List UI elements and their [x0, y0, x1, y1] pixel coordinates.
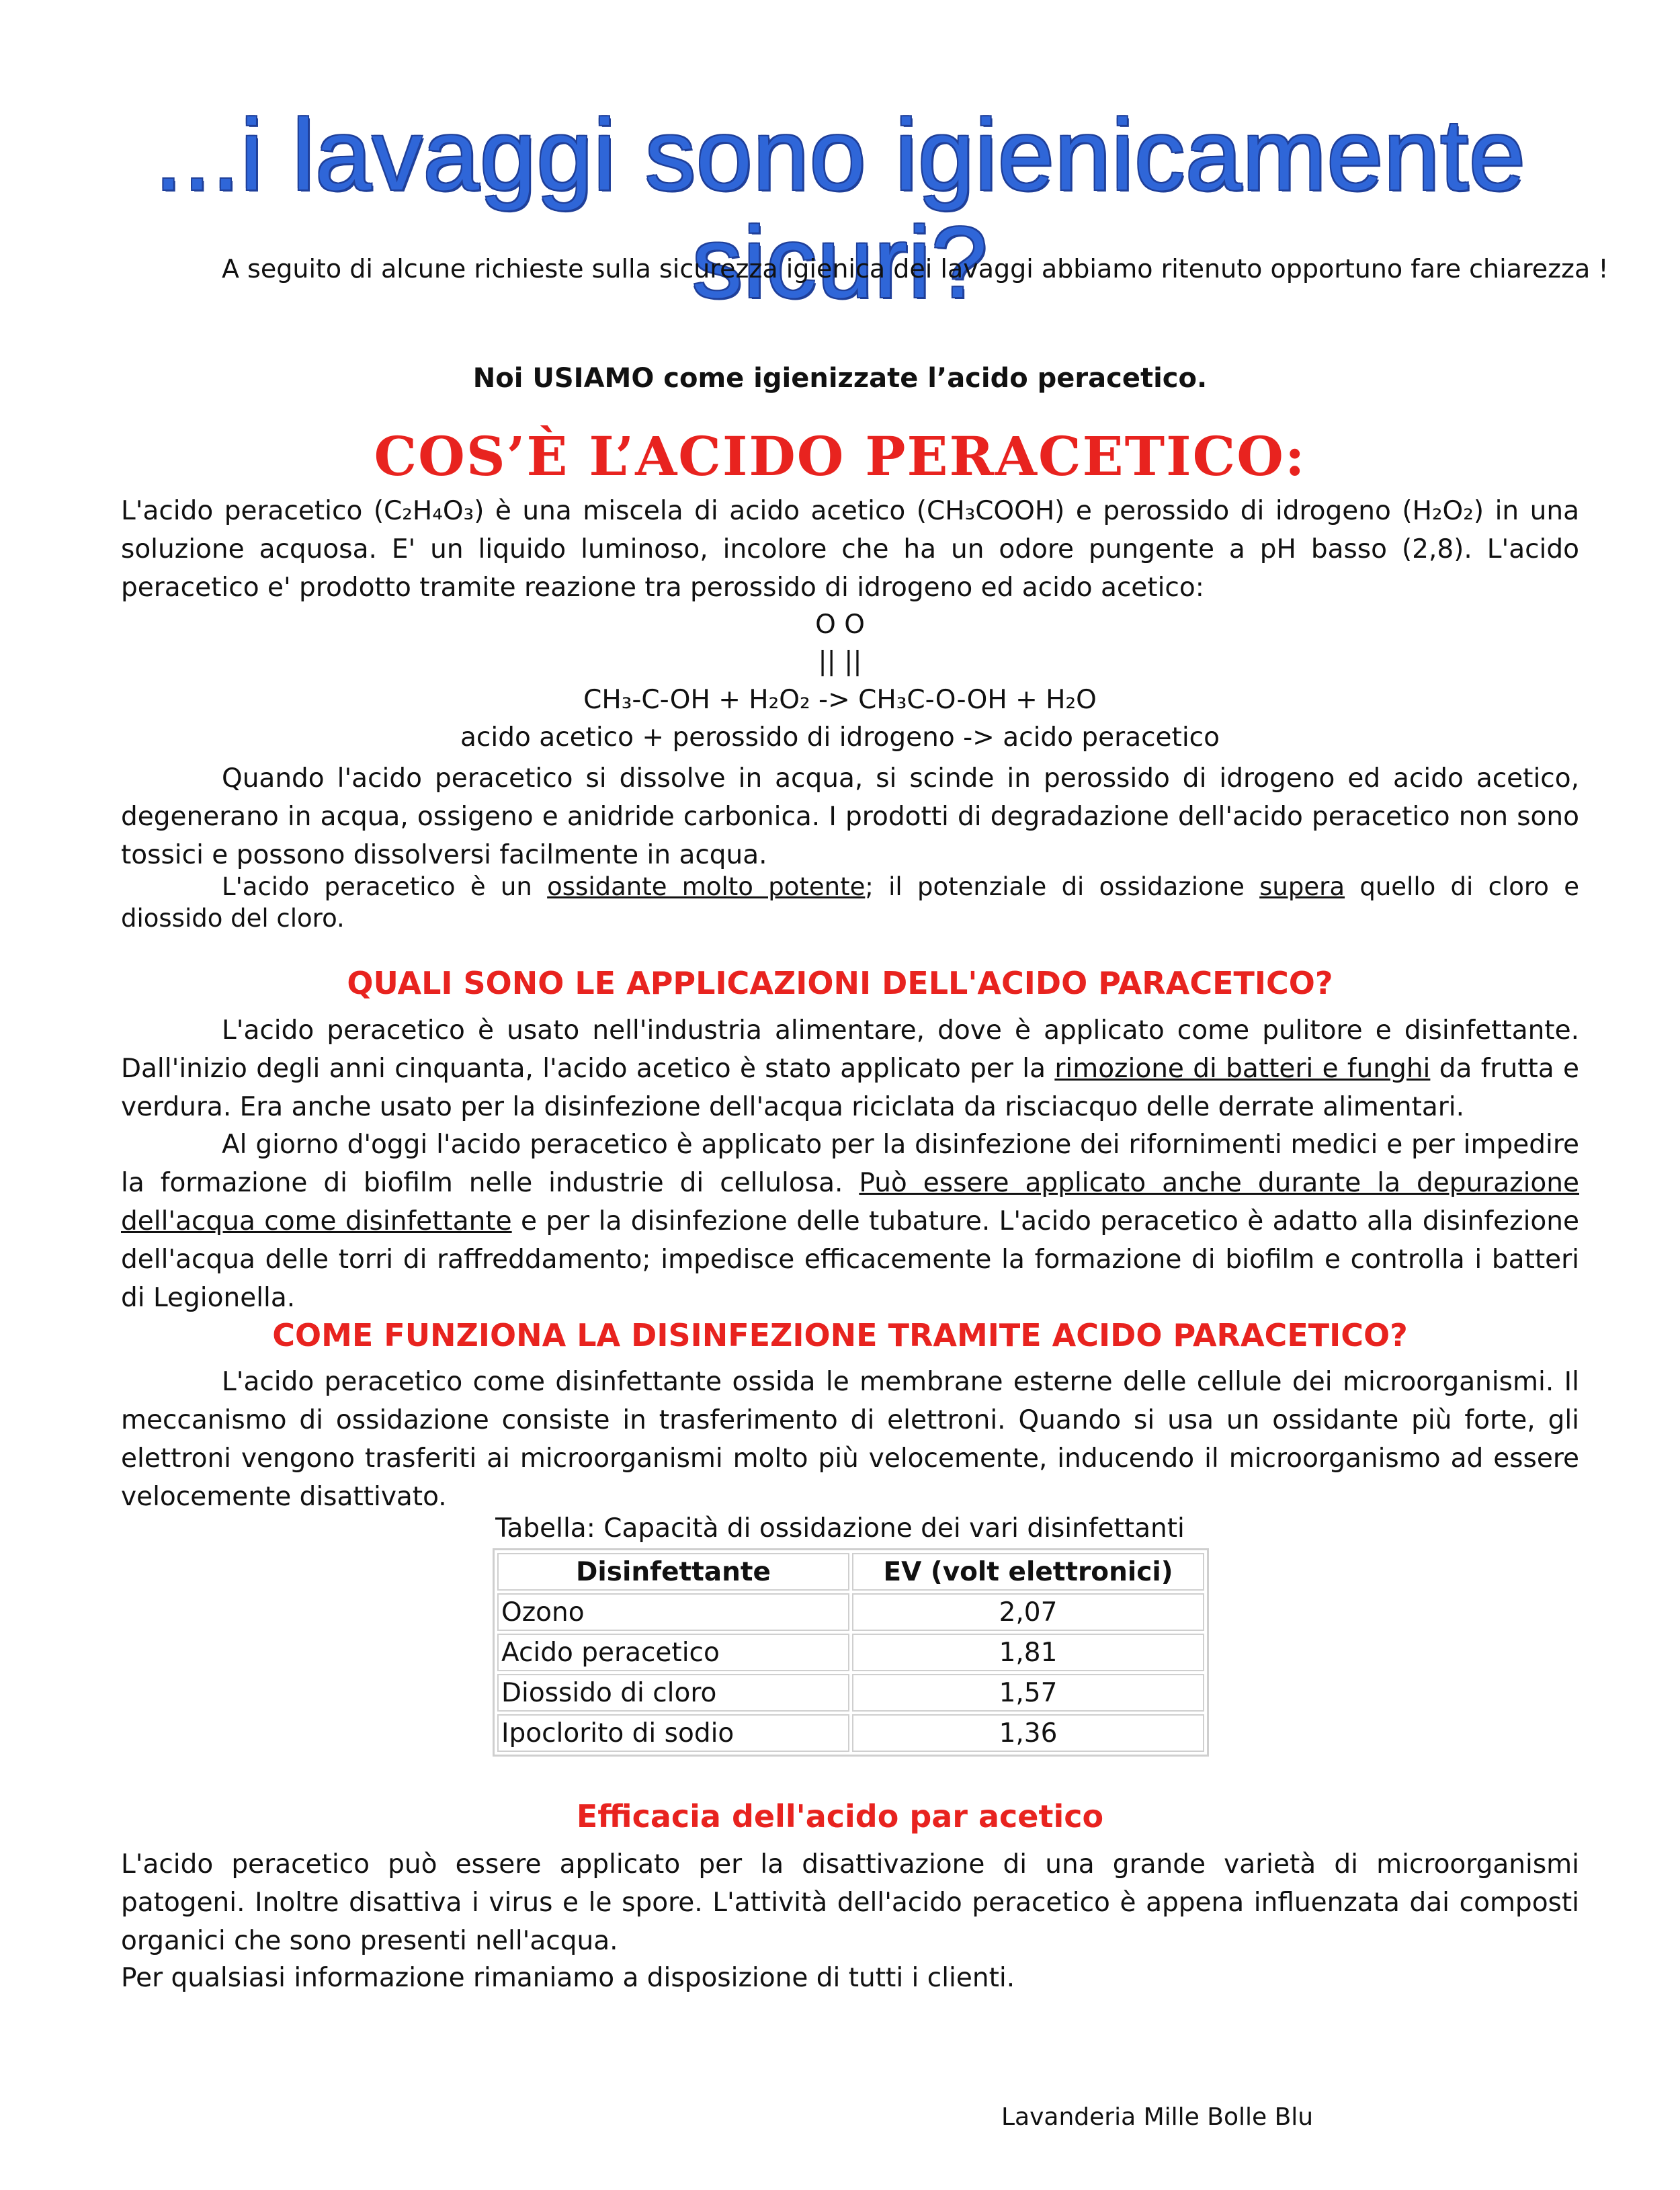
table-cell-value: 2,07 [852, 1593, 1204, 1631]
section-heading-efficacy: Efficacia dell'acido par acetico [576, 1798, 1104, 1835]
formula-oxygens: O O [815, 609, 865, 640]
page-title: ...i lavaggi sono igienicamente sicuri? [154, 98, 1526, 319]
column-header-disinfectant: Disinfettante [497, 1553, 849, 1591]
paragraph-food-industry [121, 1011, 1579, 1126]
signature: Lavanderia Mille Bolle Blu [1001, 2103, 1314, 2131]
underlined-text: rimozione di batteri e funghi [1054, 1054, 1431, 1084]
paragraph-medical-use [121, 1126, 1579, 1317]
table-row [497, 1634, 1204, 1671]
underlined-text: Può essere applicato anche durante la depurazione dell'acqua come disinfettante [121, 1168, 1579, 1236]
intro-text: A seguito di alcune richieste sulla sicurezza igienica dei lavaggi abbiamo ritenuto opportuno fare chiarezza ! [222, 254, 1609, 284]
table-cell-value: 1,36 [852, 1714, 1204, 1752]
paragraph-mechanism: L'acido peracetico come disinfettante ossida le membrane esterne delle cellule dei microorganismi. Il meccanismo di ossidazione consiste in trasferimento di elettroni. Quando si usa un ossidante più forte, gli elettroni vengono trasferiti ai microorganismi molto più velocemente, inducendo il microorganismo ad essere velocemente disattivato. [121, 1367, 1579, 1512]
table-cell-name: Ipoclorito di sodio [497, 1714, 849, 1752]
underlined-text: supera [1259, 872, 1345, 901]
table-cell-value: 1,81 [852, 1634, 1204, 1671]
table-cell-name: Diossido di cloro [497, 1674, 849, 1712]
column-header-ev: EV (volt elettronici) [852, 1553, 1204, 1591]
text-segment: quello di cloro e diossido del cloro. [121, 872, 1580, 933]
paragraph-definition: L'acido peracetico (C₂H₄O₃) è una miscela di acido acetico (CH₃COOH) e perossido di idrogeno (H₂O₂) in una soluzione acquosa. E' un liquido luminoso, incolore che ha un odore pungente a pH basso (2,8). L'acido peracetico e' prodotto tramite reazione tra perossido di idrogeno ed acido acetico: [121, 496, 1579, 603]
underlined-text: ossidante molto potente [547, 872, 866, 901]
usage-statement: Noi USIAMO come igienizzate l’acido peracetico. [472, 363, 1208, 394]
text-segment: L'acido peracetico è un [222, 872, 548, 901]
section-heading-how-it-works: COME FUNZIONA LA DISINFEZIONE TRAMITE ACIDO PARACETICO? [272, 1317, 1408, 1353]
table-row [497, 1674, 1204, 1712]
table-cell-name: Ozono [497, 1593, 849, 1631]
text-segment: Al giorno d'oggi l'acido peracetico è applicato per la disinfezione dei rifornimenti medici e per impedire la formazione di biofilm nelle industrie di cellulosa. [121, 1130, 1579, 1198]
formula-bonds: || || [818, 646, 862, 677]
oxidation-table [493, 1548, 1209, 1757]
section-heading-what-is: COS’È L’ACIDO PERACETICO: [374, 425, 1306, 488]
text-segment: da frutta e verdura. Era anche usato per la disinfezione dell'acqua riciclata da risciacquo delle derrate alimentari. [121, 1054, 1579, 1122]
table-header-row [497, 1553, 1204, 1591]
paragraph-efficacy: L'acido peracetico può essere applicato per la disattivazione di una grande varietà di microorganismi patogeni. Inoltre disattiva i virus e le spore. L'attività dell'acido peracetico è appena influenzata dai composti organici che sono presenti nell'acqua. [121, 1849, 1579, 1956]
table-row [497, 1593, 1204, 1631]
table-row [497, 1714, 1204, 1752]
formula-description: acido acetico + perossido di idrogeno -> acido peracetico [460, 722, 1220, 753]
text-segment: L'acido peracetico è usato nell'industria alimentare, dove è applicato come pulitore e disinfettante. Dall'inizio degli anni cinquanta, l'acido acetico è stato applicato per la [121, 1015, 1579, 1084]
text-segment: ; il potenziale di ossidazione [865, 872, 1260, 901]
paragraph-oxidant [121, 871, 1579, 934]
table-caption: Tabella: Capacità di ossidazione dei vari disinfettanti [495, 1513, 1185, 1544]
text-segment: e per la disinfezione delle tubature. L'acido peracetico è adatto alla disinfezione dell'acqua delle torri di raffreddamento; impedisce efficacemente la formazione di biofilm e controlla i batteri di Legionella. [121, 1206, 1579, 1313]
table-cell-value: 1,57 [852, 1674, 1204, 1712]
chemical-formula: CH₃-C-OH + H₂O₂ -> CH₃C-O-OH + H₂O [583, 685, 1097, 715]
section-heading-applications: QUALI SONO LE APPLICAZIONI DELL'ACIDO PARACETICO? [347, 965, 1333, 1001]
table-cell-name: Acido peracetico [497, 1634, 849, 1671]
paragraph-dissolution: Quando l'acido peracetico si dissolve in acqua, si scinde in perossido di idrogeno ed acido acetico, degenerano in acqua, ossigeno e anidride carbonica. I prodotti di degradazione dell'acido peracetico non sono tossici e possono dissolversi facilmente in acqua. [121, 763, 1579, 870]
paragraph-contact: Per qualsiasi informazione rimaniamo a disposizione di tutti i clienti. [121, 1963, 1015, 1993]
